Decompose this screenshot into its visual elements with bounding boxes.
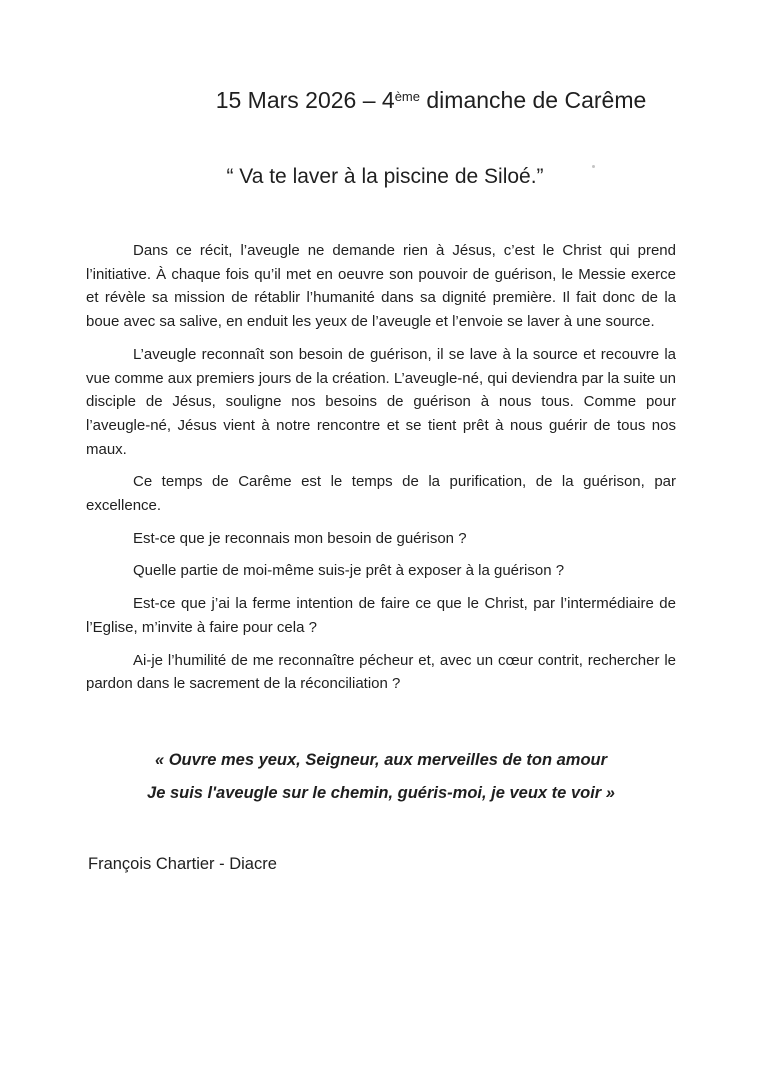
body-text-block [86,239,676,696]
gospel-quote-subtitle: “ Va te laver à la piscine de Siloé.” [226,165,544,188]
body-paragraph-1: Dans ce récit, l’aveugle ne demande rien à Jésus, c’est le Christ qui prend l’initiative. À chaque fois qu’il met en oeuvre son pouvoir de guérison, le Messie exerce et révèle sa mission de rétablir l’humanité dans sa dignité première. Il fait donc de la boue avec sa salive, en enduit les yeux de l’aveugle et l’envoie se laver à une source. [86,242,676,331]
prayer-quote-line-1: « Ouvre mes yeux, Seigneur, aux merveilles de ton amour [154,750,608,769]
reflection-question-3: Est-ce que j’ai la ferme intention de faire ce que le Christ, par l’intermédiaire de l’Eglise, m’invite à faire pour cela ? [86,595,676,636]
title-text-prefix: 15 Mars 2026 – 4 [215,87,395,113]
title-text-suffix: dimanche de Carême [420,87,647,113]
scan-artifact-dot [592,165,595,168]
document-title [136,86,726,114]
prayer-quote-line-2: Je suis l'aveugle sur le chemin, guéris-moi, je veux te voir » [147,783,615,802]
reflection-question-1: Est-ce que je reconnais mon besoin de guérison ? [133,529,467,547]
reflection-question-4: Ai-je l’humilité de me reconnaître pécheur et, avec un cœur contrit, rechercher le pardon dans le sacrement de la réconciliation ? [86,651,676,693]
body-paragraph-2: L’aveugle reconnaît son besoin de guérison, il se lave à la source et recouvre la vue comme aux premiers jours de la création. L’aveugle-né, qui deviendra par la suite un disciple de Jésus, souligne nos besoins de guérison à nous tous. Comme pour l’aveugle-né, Jésus vient à notre rencontre et se tient prêt à nous guérir de tous nos maux. [86,345,676,458]
prayer-quote-block [86,749,676,805]
title-ordinal-superscript: ème [394,89,420,104]
reflection-question-2: Quelle partie de moi-même suis-je prêt à exposer à la guérison ? [133,562,565,580]
author-signature: François Chartier - Diacre [88,854,277,873]
body-paragraph-3: Ce temps de Carême est le temps de la purification, de la guérison, par excellence. [86,473,676,515]
